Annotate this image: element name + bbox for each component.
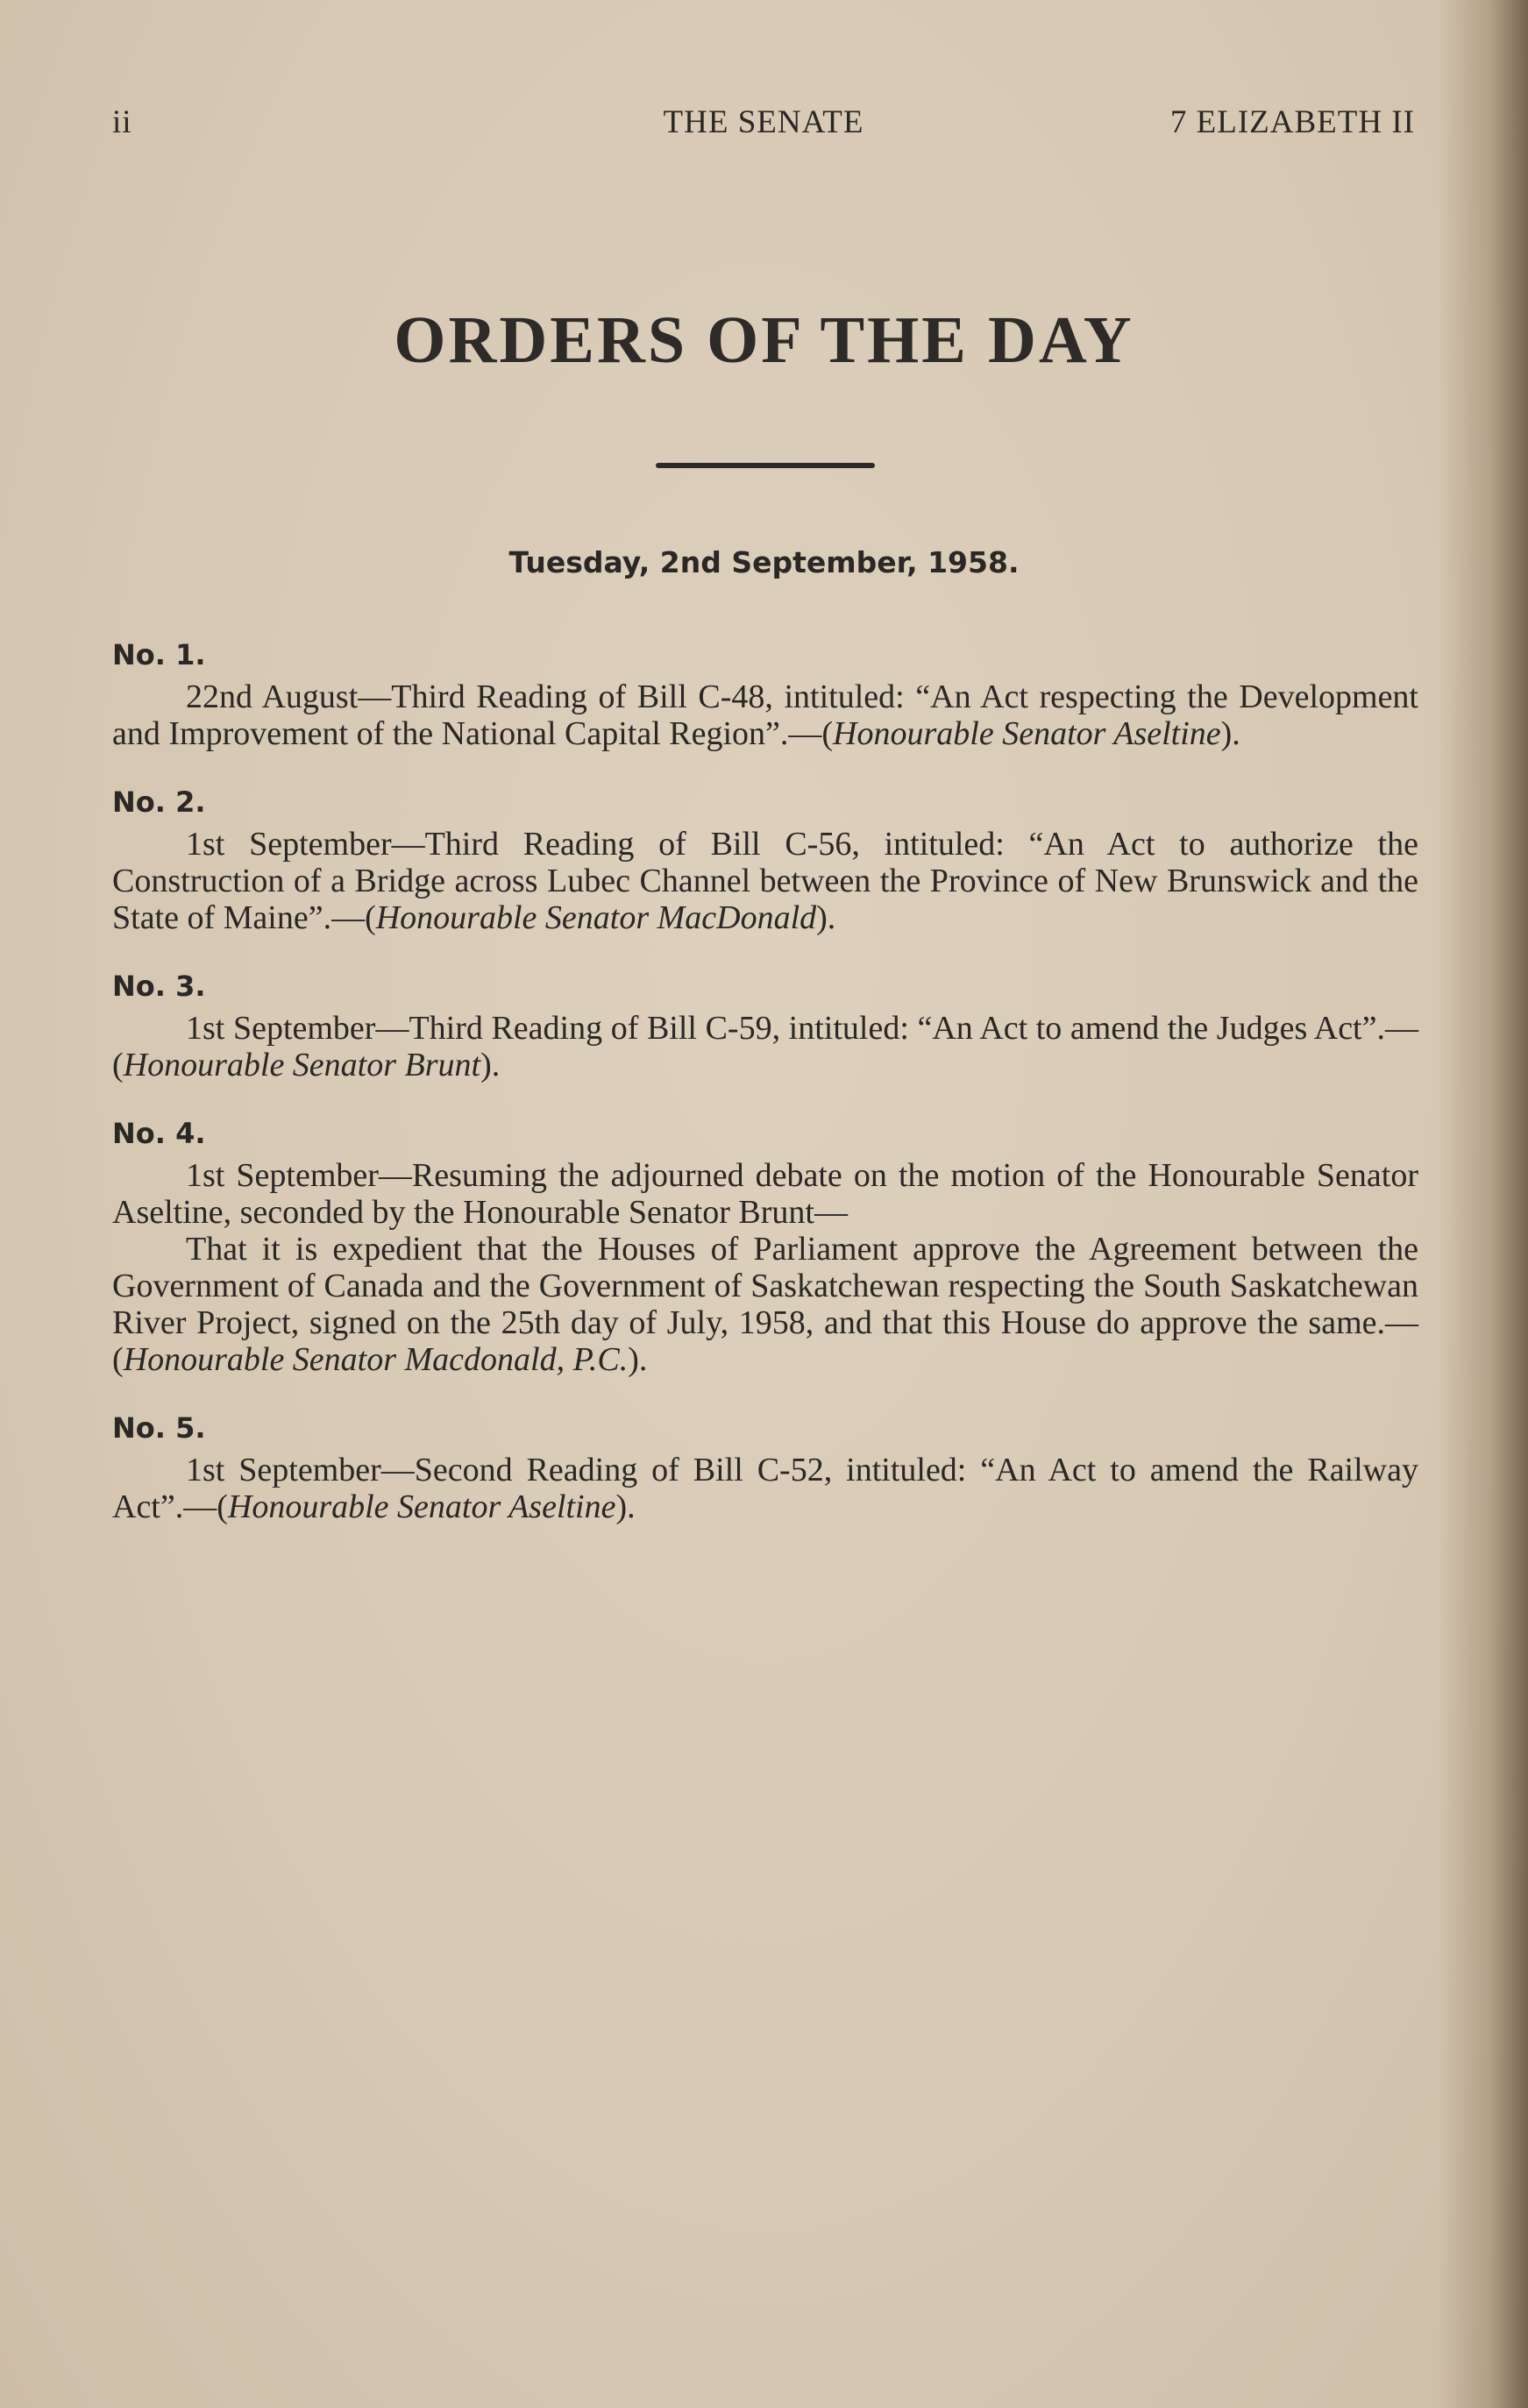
senator-name: Honourable Senator Aseltine <box>227 1488 616 1525</box>
motion-text: That it is expedient that the Houses of Parliament approve the Agreement between the Government of Canada and the Government of Saskatchewan respecting the South Saskatchewan River Project, signed on the 25th day of July, 1958, and that this House do approve the same.—(Honourable Senator Macdonald, P.C.). <box>112 1231 1418 1378</box>
sitting-date: Tuesday, 2nd September, 1958. <box>508 545 1020 579</box>
publication-title: THE SENATE <box>663 104 864 140</box>
running-header <box>112 103 1415 147</box>
page-title: ORDERS OF THE DAY <box>394 303 1134 377</box>
order-text: 1st September—Second Reading of Bill C-52, intituled: “An Act to amend the Railway Act”.—(Honourable Senator Aseltine). <box>112 1452 1418 1525</box>
order-number: No. 4. <box>112 1117 206 1150</box>
order-text: 22nd August—Third Reading of Bill C-48, intituled: “An Act respecting the Development and Improvement of the National Capital Region”.—(Honourable Senator Aseltine). <box>112 678 1418 752</box>
senator-name: Honourable Senator Aseltine <box>833 715 1221 752</box>
order-text: 1st September—Resuming the adjourned debate on the motion of the Honourable Senator Aseltine, seconded by the Honourable Senator Brunt— <box>112 1157 1418 1231</box>
order-number: No. 5. <box>112 1411 206 1445</box>
order-item-1 <box>112 631 1418 752</box>
senator-name: Honourable Senator Macdonald, P.C. <box>123 1341 629 1378</box>
order-item-2 <box>112 778 1418 936</box>
order-item-4 <box>112 1110 1418 1378</box>
order-item-5 <box>112 1404 1418 1525</box>
senator-name: Honourable Senator Brunt <box>123 1047 481 1083</box>
order-text: 1st September—Third Reading of Bill C-59, intituled: “An Act to amend the Judges Act”.—(Honourable Senator Brunt). <box>112 1010 1418 1083</box>
order-text: 1st September—Third Reading of Bill C-56, intituled: “An Act to authorize the Construction of a Bridge across Lubec Channel between the Province of New Brunswick and the State of Maine”.—(Honourable Senator MacDonald). <box>112 826 1418 936</box>
senator-name: Honourable Senator MacDonald <box>375 899 817 936</box>
page-number: ii <box>112 104 132 140</box>
order-number: No. 3. <box>112 970 206 1003</box>
orders-list <box>112 631 1418 1552</box>
order-number: No. 2. <box>112 785 206 819</box>
title-rule <box>656 463 875 468</box>
order-item-3 <box>112 962 1418 1083</box>
regnal-year: 7 ELIZABETH II <box>1169 104 1415 140</box>
order-number: No. 1. <box>112 638 206 671</box>
